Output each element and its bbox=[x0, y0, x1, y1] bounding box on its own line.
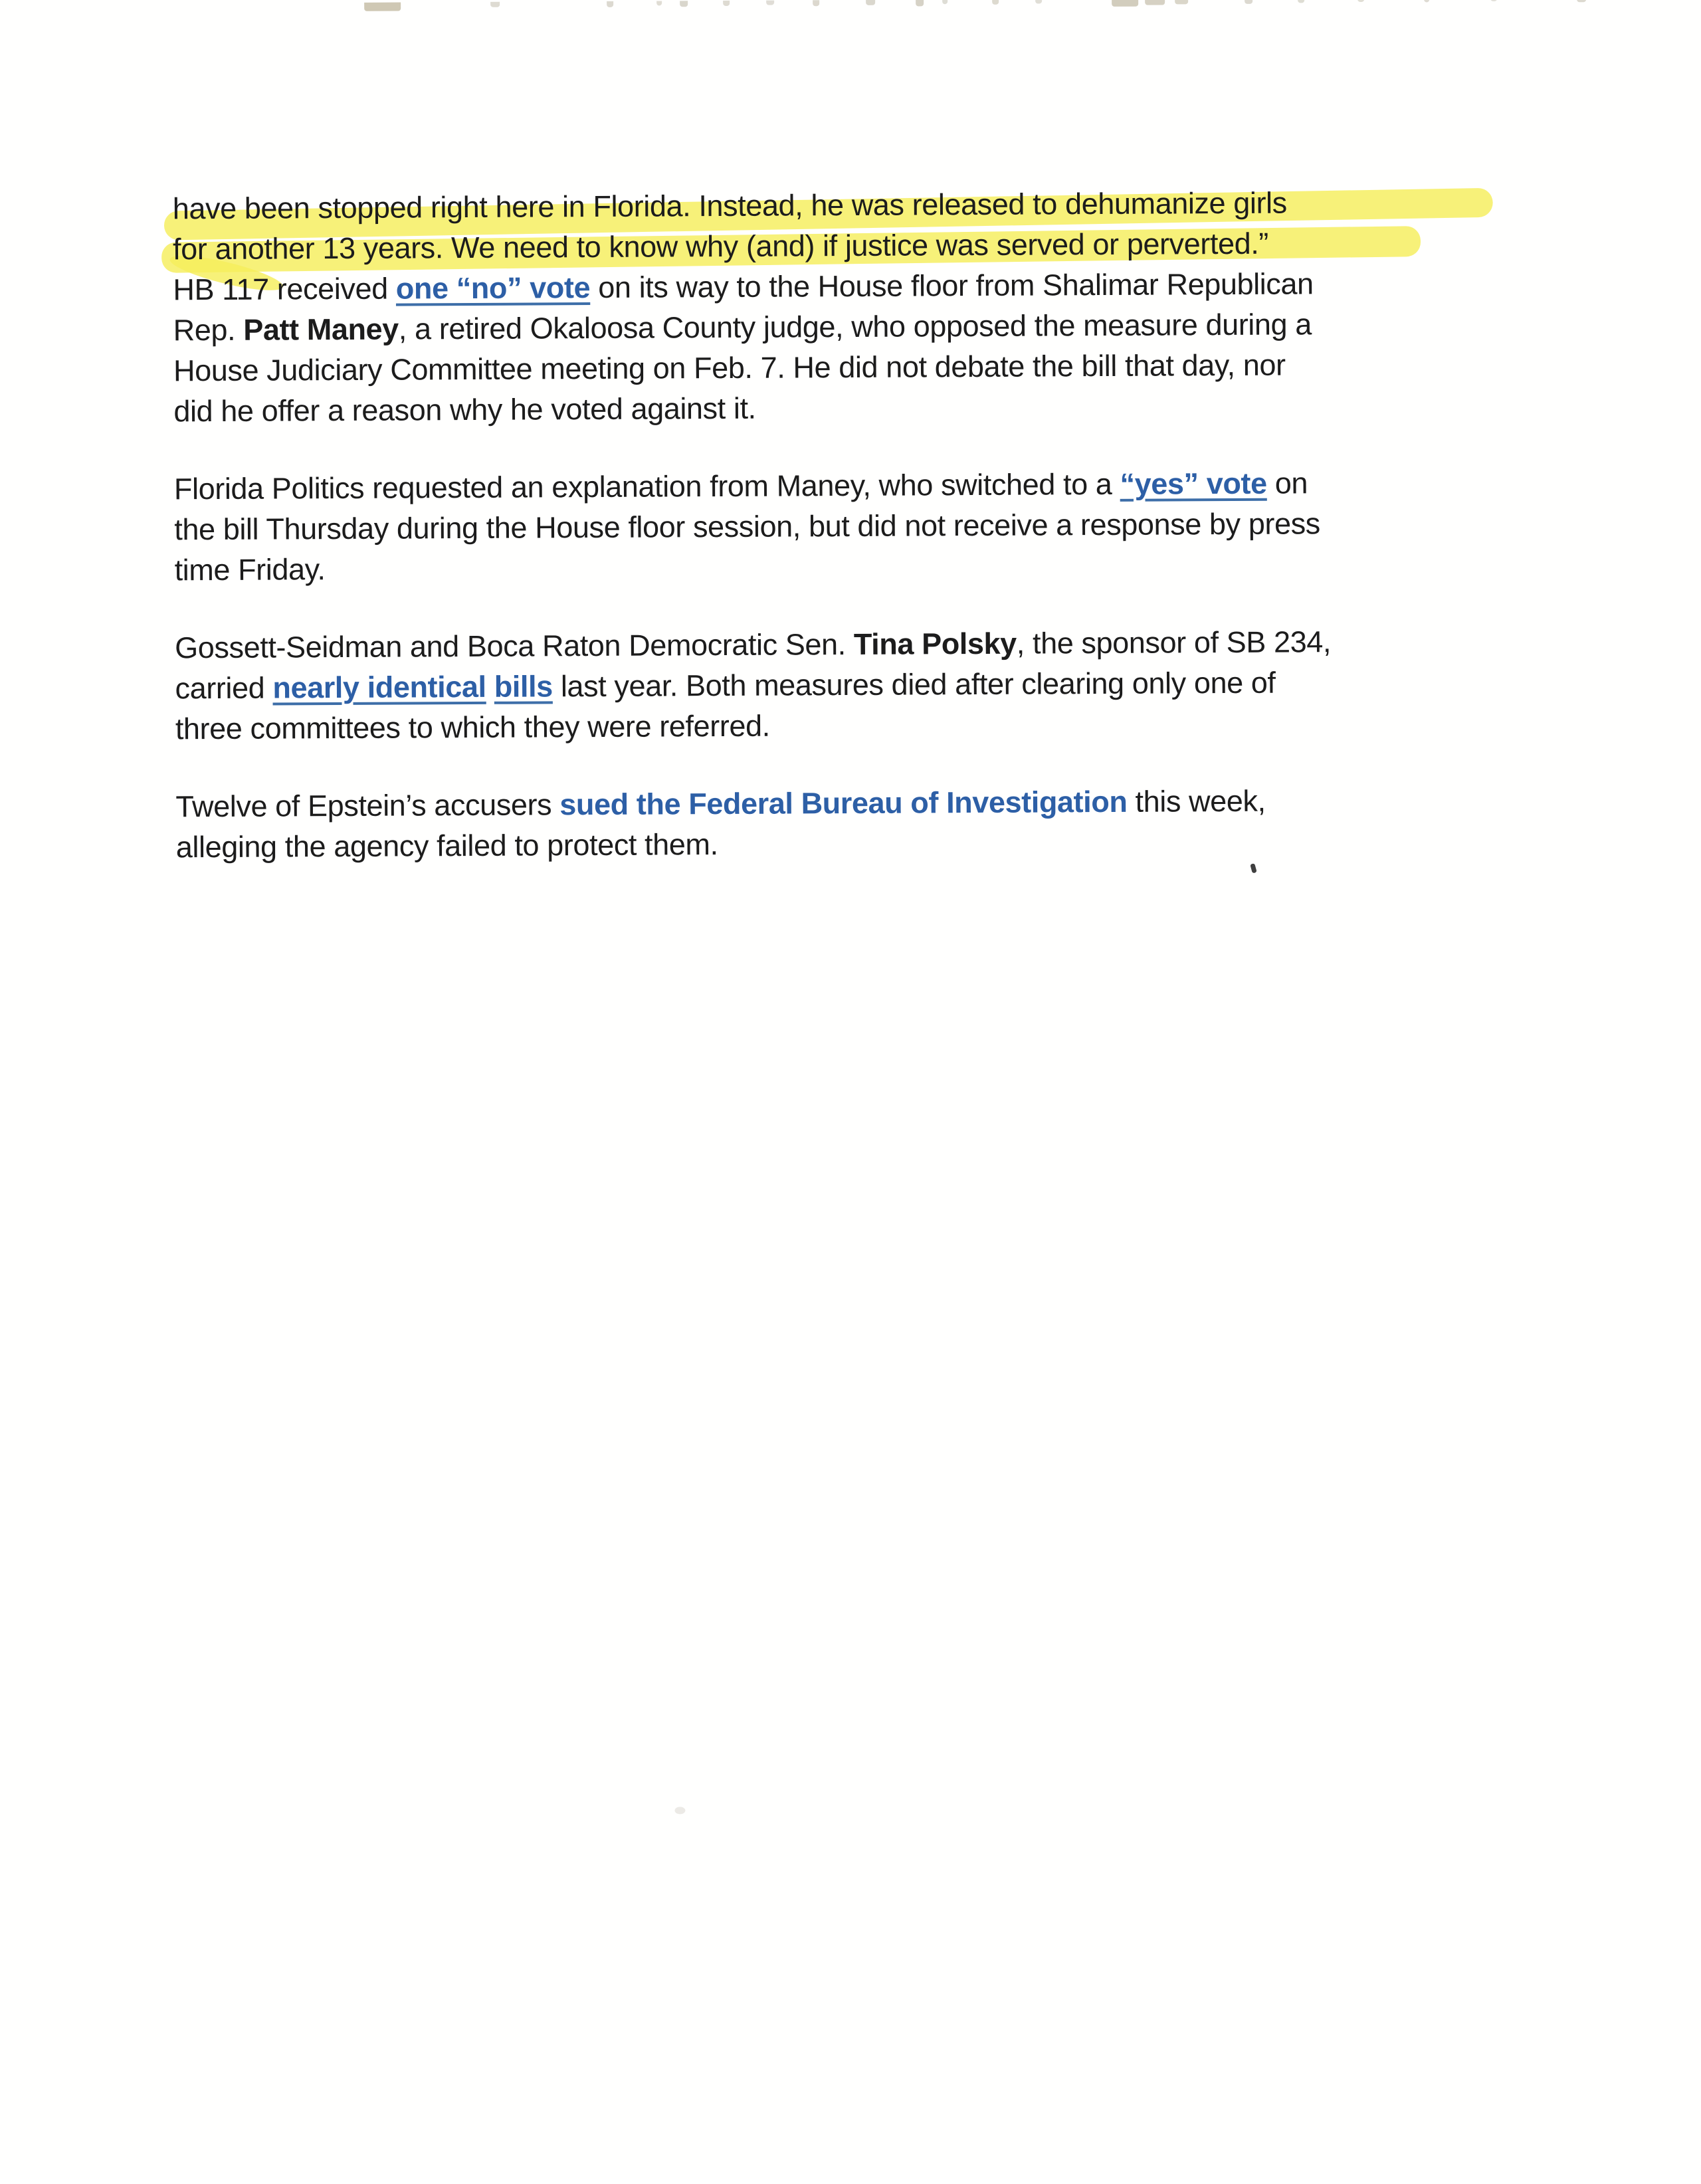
text-segment: carried bbox=[175, 670, 273, 706]
highlighted-text: for another 13 years. We need to know why (and) if justice was served or perverted.” bbox=[172, 226, 1269, 266]
top-edge-mark bbox=[680, 1, 688, 7]
text-line bbox=[173, 303, 1536, 351]
link[interactable]: nearly identical bbox=[272, 669, 486, 705]
text-segment: Florida Politics requested an explanation from Maney, who switched to a bbox=[173, 466, 1120, 506]
top-edge-mark bbox=[1357, 0, 1364, 2]
top-edge-mark bbox=[1577, 0, 1586, 2]
text-line bbox=[176, 820, 1538, 868]
top-edge-mark bbox=[766, 1, 774, 5]
top-edge-mark bbox=[1490, 0, 1497, 1]
link[interactable]: sued the Federal Bureau of Investigation bbox=[559, 784, 1128, 822]
text-segment: three committees to which they were referred. bbox=[175, 708, 770, 746]
text-segment: time Friday. bbox=[174, 552, 326, 587]
text-segment: House Judiciary Committee meeting on Feb. 7. He did not debate the bill that day, nor bbox=[173, 347, 1286, 388]
top-edge-mark bbox=[364, 3, 401, 11]
top-edge-mark bbox=[916, 0, 924, 6]
text-segment: alleging the agency failed to protect them. bbox=[175, 827, 718, 864]
top-edge-mark bbox=[866, 0, 875, 5]
top-edge-mark bbox=[813, 0, 819, 6]
top-edge-mark bbox=[1298, 0, 1304, 3]
bold-text: Tina Polsky bbox=[853, 626, 1017, 661]
text-line bbox=[173, 384, 1536, 432]
top-edge-mark bbox=[942, 0, 948, 4]
top-edge-mark bbox=[656, 1, 662, 5]
text-line bbox=[175, 661, 1537, 709]
text-segment: , the sponsor of SB 234, bbox=[1016, 625, 1332, 660]
text-segment: HB 117 received bbox=[173, 271, 396, 307]
top-edge-mark bbox=[490, 2, 500, 7]
text-segment bbox=[486, 670, 494, 704]
link[interactable]: bills bbox=[494, 669, 553, 704]
bold-text: Patt Maney bbox=[243, 312, 399, 347]
top-edge-mark bbox=[1112, 0, 1138, 7]
text-line bbox=[175, 702, 1538, 749]
top-edge-mark bbox=[607, 1, 613, 7]
text-line bbox=[174, 502, 1536, 550]
top-edge-mark bbox=[1245, 0, 1252, 4]
text-line bbox=[173, 262, 1535, 310]
paragraph bbox=[175, 621, 1538, 749]
paragraph bbox=[175, 779, 1538, 868]
text-segment: on its way to the House floor from Shalimar Republican bbox=[590, 266, 1314, 305]
top-edge-mark bbox=[1424, 0, 1429, 2]
article-text bbox=[173, 181, 1539, 905]
text-segment: this week, bbox=[1127, 783, 1266, 819]
paragraph bbox=[173, 181, 1536, 432]
top-edge-mark bbox=[992, 0, 999, 5]
text-segment: Twelve of Epstein’s accusers bbox=[175, 787, 560, 824]
highlighted-text: have been stopped right here in Florida. Instead, he was released to dehumanize girls bbox=[172, 185, 1287, 226]
top-edge-mark bbox=[1145, 0, 1165, 5]
scan-specks bbox=[0, 0, 1696, 5]
text-segment: on bbox=[1266, 466, 1308, 500]
highlighter-strokes bbox=[0, 0, 1696, 5]
scan-speck bbox=[674, 1807, 685, 1814]
text-segment: , a retired Okaloosa County judge, who opposed the measure during a bbox=[398, 307, 1312, 346]
text-segment: Gossett-Seidman and Boca Raton Democratic Sen. bbox=[175, 627, 854, 665]
link[interactable]: “yes” vote bbox=[1120, 466, 1267, 501]
top-edge-mark bbox=[723, 1, 730, 6]
text-line bbox=[175, 621, 1537, 668]
text-line bbox=[173, 222, 1535, 270]
link[interactable]: one “no” vote bbox=[395, 270, 591, 306]
top-edge-mark bbox=[1035, 0, 1042, 4]
paragraph bbox=[174, 462, 1537, 591]
top-edge-artifacts bbox=[0, 0, 1696, 5]
text-line bbox=[173, 344, 1536, 391]
text-segment: the bill Thursday during the House floor session, but did not receive a response by press bbox=[174, 506, 1320, 547]
text-line bbox=[174, 462, 1536, 510]
text-segment: did he offer a reason why he voted against it. bbox=[173, 391, 756, 429]
text-line bbox=[174, 543, 1536, 591]
text-line bbox=[173, 181, 1535, 229]
text-line bbox=[175, 779, 1538, 827]
top-edge-mark bbox=[1175, 0, 1188, 4]
text-segment: Rep. bbox=[173, 312, 244, 347]
text-segment: last year. Both measures died after clearing only one of bbox=[552, 665, 1276, 704]
